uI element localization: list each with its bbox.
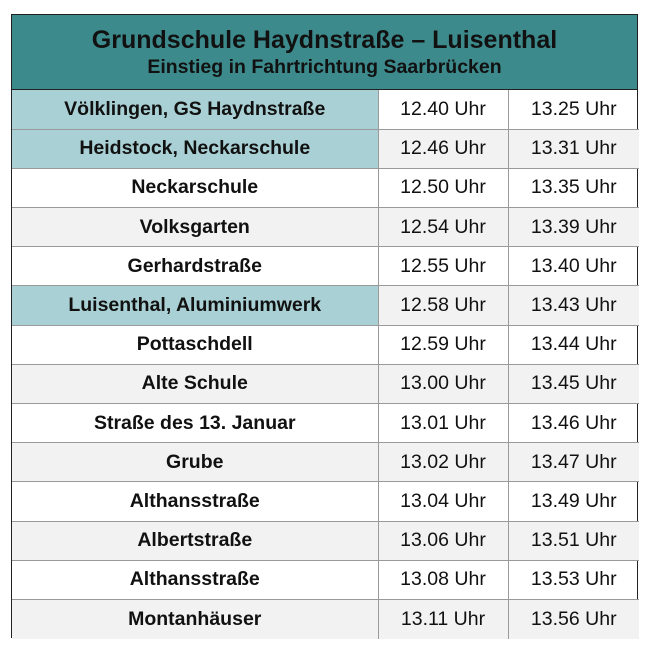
stop-name: Straße des 13. Januar (12, 404, 378, 443)
departure-time-1: 12.59 Uhr (378, 325, 508, 364)
table-row (12, 129, 639, 168)
departure-time-1: 12.46 Uhr (378, 129, 508, 168)
table-row (12, 482, 639, 521)
departure-time-1: 13.00 Uhr (378, 364, 508, 403)
stop-name: Althansstraße (12, 560, 378, 599)
departure-time-2: 13.31 Uhr (508, 129, 639, 168)
departure-time-2: 13.53 Uhr (508, 560, 639, 599)
stop-name: Althansstraße (12, 482, 378, 521)
table-row (12, 325, 639, 364)
departure-time-1: 12.54 Uhr (378, 208, 508, 247)
departure-time-2: 13.51 Uhr (508, 521, 639, 560)
stop-name: Volksgarten (12, 208, 378, 247)
table-row (12, 286, 639, 325)
schedule-table (12, 90, 639, 639)
table-row (12, 364, 639, 403)
table-row (12, 599, 639, 638)
timetable (11, 14, 638, 638)
departure-time-2: 13.49 Uhr (508, 482, 639, 521)
table-row (12, 168, 639, 207)
table-row (12, 443, 639, 482)
stop-name: Heidstock, Neckarschule (12, 129, 378, 168)
departure-time-1: 13.02 Uhr (378, 443, 508, 482)
departure-time-1: 13.04 Uhr (378, 482, 508, 521)
departure-time-1: 13.01 Uhr (378, 404, 508, 443)
departure-time-1: 12.40 Uhr (378, 90, 508, 129)
table-row (12, 247, 639, 286)
departure-time-2: 13.43 Uhr (508, 286, 639, 325)
stop-name: Pottaschdell (12, 325, 378, 364)
departure-time-2: 13.45 Uhr (508, 364, 639, 403)
stop-name: Grube (12, 443, 378, 482)
schedule-body (12, 90, 639, 639)
departure-time-1: 12.55 Uhr (378, 247, 508, 286)
stop-name: Luisenthal, Aluminiumwerk (12, 286, 378, 325)
stop-name: Albertstraße (12, 521, 378, 560)
departure-time-1: 13.06 Uhr (378, 521, 508, 560)
departure-time-1: 12.58 Uhr (378, 286, 508, 325)
table-row (12, 208, 639, 247)
departure-time-2: 13.25 Uhr (508, 90, 639, 129)
timetable-header (12, 15, 637, 90)
departure-time-2: 13.40 Uhr (508, 247, 639, 286)
departure-time-1: 13.08 Uhr (378, 560, 508, 599)
departure-time-2: 13.44 Uhr (508, 325, 639, 364)
table-row (12, 560, 639, 599)
timetable-subtitle: Einstieg in Fahrtrichtung Saarbrücken (147, 55, 502, 78)
stop-name: Völklingen, GS Haydnstraße (12, 90, 378, 129)
departure-time-2: 13.47 Uhr (508, 443, 639, 482)
table-row (12, 90, 639, 129)
departure-time-1: 12.50 Uhr (378, 168, 508, 207)
departure-time-1: 13.11 Uhr (378, 599, 508, 638)
stop-name: Montanhäuser (12, 599, 378, 638)
stop-name: Neckarschule (12, 168, 378, 207)
stop-name: Gerhardstraße (12, 247, 378, 286)
departure-time-2: 13.35 Uhr (508, 168, 639, 207)
table-row (12, 521, 639, 560)
departure-time-2: 13.39 Uhr (508, 208, 639, 247)
table-row (12, 404, 639, 443)
departure-time-2: 13.46 Uhr (508, 404, 639, 443)
departure-time-2: 13.56 Uhr (508, 599, 639, 638)
timetable-title: Grundschule Haydnstraße – Luisenthal (91, 25, 558, 54)
stop-name: Alte Schule (12, 364, 378, 403)
